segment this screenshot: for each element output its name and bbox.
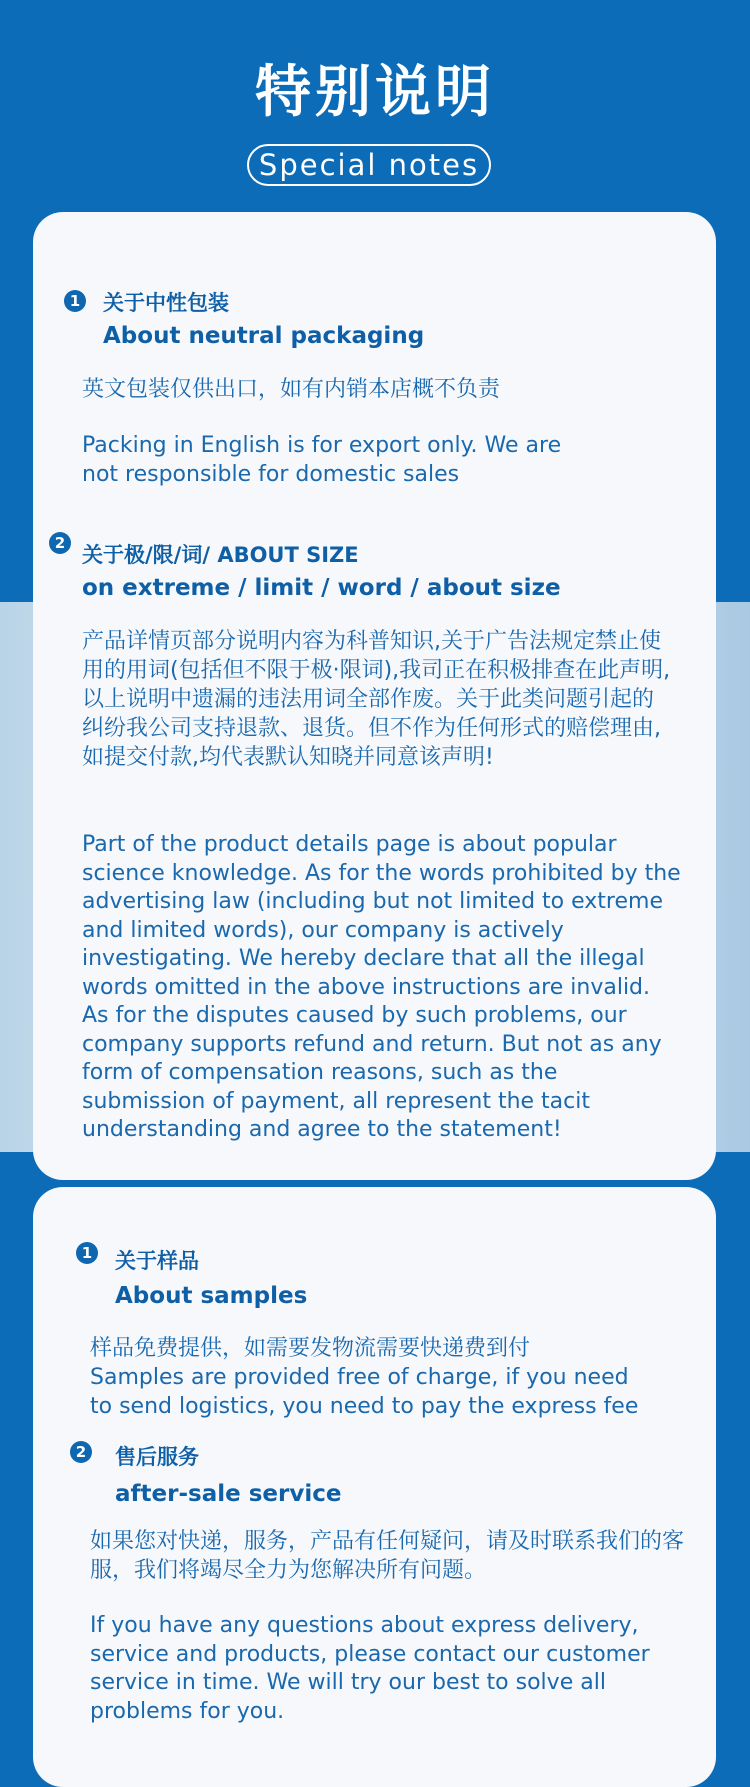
section-text-cn: 产品详情页部分说明内容为科普知识,关于广告法规定禁止使用的用词(包括但不限于极·限词),我司正在积极排查在此声明,以上说明中遗漏的违法用词全部作废。关于此类问题引起的纠纷我公司支持退款、退货。但不作为任何形式的赔偿理由,如提交付款,均代表默认知晓并同意该声明!	[82, 629, 671, 770]
section-heading-cn: 关于样品	[115, 1249, 199, 1273]
section-heading-en: About samples	[115, 1283, 308, 1309]
section-heading-en: About neutral packaging	[103, 323, 425, 349]
section-number-badge: 1	[64, 290, 86, 312]
section-number-badge: 2	[70, 1441, 92, 1463]
section-heading-cn: 关于极/限/词/ ABOUT SIZE	[82, 543, 359, 567]
section-text-en: Samples are provided free of charge, if you need to send logistics, you need to pay the express fee	[90, 1365, 639, 1419]
page-title: 特别说明	[255, 60, 495, 125]
section-text-cn: 如果您对快递，服务，产品有任何疑问，请及时联系我们的客服，我们将竭尽全力为您解决所有问题。	[90, 1529, 685, 1583]
section-text-cn: 英文包装仅供出口，如有内销本店概不负责	[82, 377, 501, 402]
section-heading-cn: 售后服务	[115, 1445, 199, 1469]
section-text-en: If you have any questions about express delivery, service and products, please contact our customer service in time. We will try our best to solve all problems for you.	[90, 1613, 650, 1724]
section-text-cn: 样品免费提供，如需要发物流需要快递费到付	[90, 1336, 531, 1361]
section-heading-en: on extreme / limit / word / about size	[82, 575, 561, 601]
section-heading-en: after-sale service	[115, 1481, 342, 1507]
page-subtitle-pill: Special notes	[247, 144, 491, 186]
section-number-badge: 1	[76, 1242, 98, 1264]
section-text-en: Part of the product details page is about popular science knowledge. As for the words prohibited by the advertising law (including but not limited to extreme and limited words), our company is actively investigating. We hereby declare that all the illegal words omitted in the above instructions are invalid. As for the disputes caused by such problems, our company supports refund and return. But not as any form of compensation reasons, such as the submission of payment, all represent the tacit understanding and agree to the statement!	[82, 832, 681, 1142]
section-number-badge: 2	[49, 532, 71, 554]
section-heading-cn: 关于中性包装	[103, 291, 229, 315]
section-text-en: Packing in English is for export only. We are not responsible for domestic sales	[82, 433, 562, 487]
